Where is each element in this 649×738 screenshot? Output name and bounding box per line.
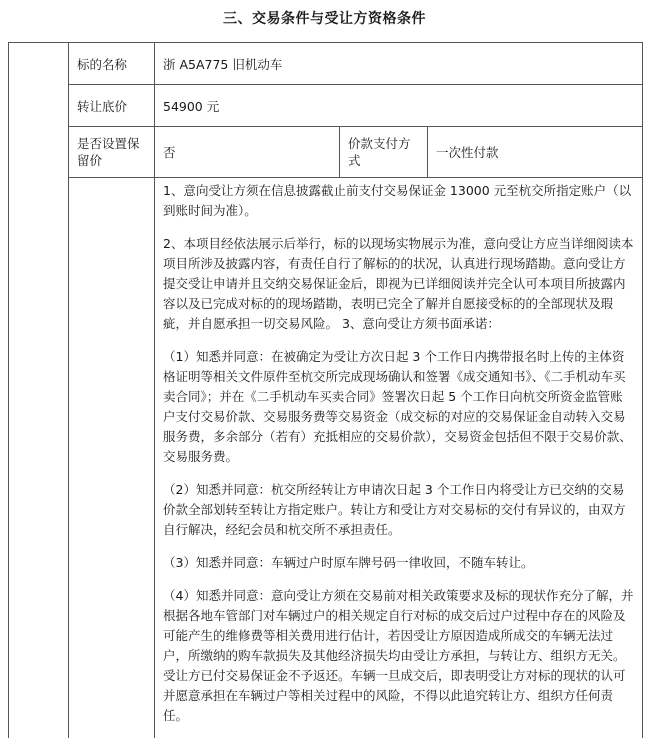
table-row: [9, 127, 643, 178]
conditions-cell: [155, 178, 643, 738]
condition-paragraph: （1）知悉并同意：在被确定为受让方次日起 3 个工作日内携带报名时上传的主体资格证明等相关文件原件至杭交所完成现场确认和签署《成交通知书》、《二手机动车买卖合同》；并在《二手机动车买卖合同》签署次日起 5 个工作日向杭交所资金监管账户支付交易价款、交易服务费等交易资金（成交标的对应的交易保证金自动转入交易服务费，多余部分（若有）充抵相应的交易价款），交易资金包括但不限于交易价款、交易服务费。: [163, 349, 632, 464]
base-price-label: 转让底价: [69, 85, 155, 127]
reserve-price-label: 是否设置保留价: [69, 127, 155, 178]
payment-method-value: 一次性付款: [428, 127, 643, 178]
condition-paragraph: 2、本项目经依法展示后举行，标的以现场实物展示为准，意向受让方应当详细阅读本项目所涉及披露内容，有责任自行了解标的的状况，认真进行现场踏勘。意向受让方提交受让申请并且交纳交易保证金后，即视为已详细阅读并完全认可本项目所披露内容以及已完成对标的的现场踏勘，表明已完全了解并自愿接受标的的全部现状及瑕疵，并自愿承担一切交易风险。 3、意向受让方须书面承诺：: [163, 236, 634, 331]
base-price-value: 54900 元: [155, 85, 643, 127]
side-label-cell: [9, 43, 69, 738]
conditions-label-cell: [69, 178, 155, 738]
condition-paragraph: （4）知悉并同意：意向受让方须在交易前对相关政策要求及标的现状作充分了解，并根据各地车管部门对车辆过户的相关规定自行对标的成交后过户过程中存在的风险及可能产生的维修费等相关费用进行估计，若因受让方原因造成所成交的车辆无法过户，所缴纳的购车款损失及其他经济损失均由受让方承担，与转让方、组织方无关。受让方已付交易保证金不予返还。车辆一旦成交后，即表明受让方对标的现状的认可并愿意承担在车辆过户等相关过程中的风险，不得以此追究转让方、组织方任何责任。: [163, 588, 634, 723]
condition-paragraph: （3）知悉并同意：车辆过户时原车牌号码一律收回，不随车转让。: [163, 555, 534, 570]
table-row: [9, 85, 643, 127]
condition-paragraph: （2）知悉并同意：杭交所经转让方申请次日起 3 个工作日内将受让方已交纳的交易价款全部划转至转让方指定账户。转让方和受让方对交易标的交付有异议的，由双方自行解决，经纪会员和杭交所不承担责任。: [163, 482, 626, 537]
subject-name-label: 标的名称: [69, 43, 155, 85]
transaction-conditions-table: [8, 42, 643, 738]
payment-method-label: 价款支付方式: [340, 127, 428, 178]
condition-paragraph: 1、意向受让方须在信息披露截止前支付交易保证金 13000 元至杭交所指定账户（以到账时间为准）。: [163, 183, 632, 218]
reserve-price-value: 否: [155, 127, 340, 178]
subject-name-value: 浙 A5A775 旧机动车: [155, 43, 643, 85]
table-row: [9, 43, 643, 85]
table-row: [9, 178, 643, 738]
section-heading: 三、交易条件与受让方资格条件: [223, 11, 426, 27]
